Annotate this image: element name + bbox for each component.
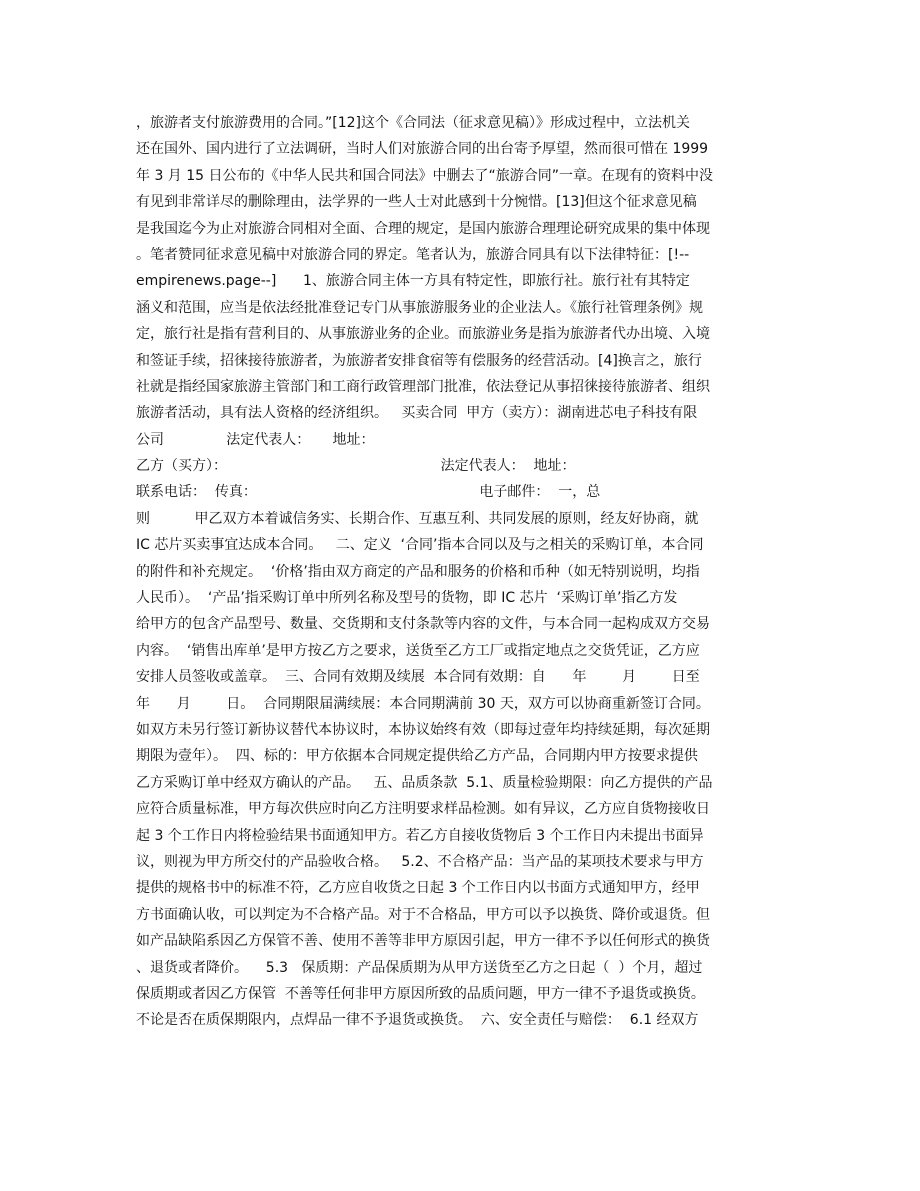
document-body: [136, 110, 786, 1034]
text-line: 人民币）。 ‘产品’指采购订单中所列名称及型号的货物，即 IC 芯片 ‘采购订单’指乙方发: [136, 590, 678, 607]
text-line: 涵义和范围，应当是依法经批准登记专门从事旅游服务业的企业法人。《旅行社管理条例》规: [136, 299, 703, 316]
text-line: 如产品缺陷系因乙方保管不善、使用不善等非甲方原因引起，甲方一律不予以任何形式的换货: [136, 933, 710, 950]
text-line: 是我国迄今为止对旅游合同相对全面、合理的规定，是国内旅游合理理论研究成果的集中体现: [136, 220, 710, 237]
text-line: 有见到非常详尽的删除理由，法学界的一些人士对此感到十分惋惜。[13]但这个征求意见稿: [136, 194, 697, 211]
text-line: 则 甲乙双方本着诚信务实、长期合作、互惠互利、共同发展的原则，经友好协商，就: [136, 510, 699, 527]
text-line: 乙方（买方）： 法定代表人： 地址：: [136, 458, 576, 475]
text-line: 年 3 月 15 日公布的《中华人民共和国合同法》中删去了“旅游合同”一章。在现有的资料中没: [136, 167, 714, 184]
text-line: ，旅游者支付旅游费用的合同。”[12]这个《合同法（征求意见稿）》形成过程中，立法机关: [136, 115, 690, 131]
text-line: 联系电话： 传真： 电子邮件： 一，总: [136, 484, 601, 501]
text-line: 定，旅行社是指有营利目的、从事旅游业务的企业。而旅游业务是指为旅游者代办出境、入境: [136, 326, 710, 343]
text-line: 应符合质量标准，甲方每次供应时向乙方注明要求样品检测。如有异议，乙方应自货物接收日: [136, 801, 710, 818]
text-line: 乙方采购订单中经双方确认的产品。 五、品质条款 5.1、质量检验期限：向乙方提供的产品: [136, 774, 713, 791]
text-line: 安排人员签收或盖章。 三、合同有效期及续展 本合同有效期：自 年 月 日至: [136, 669, 700, 686]
text-line: 公司 法定代表人： 地址：: [136, 431, 375, 448]
text-line: 年 月 日。 合同期限届满续展：本合同期满前 30 天，双方可以协商重新签订合同。: [136, 695, 710, 712]
text-line: 如双方未另行签订新协议替代本协议时，本协议始终有效（即每过壹年均持续延期，每次延期: [136, 721, 710, 738]
text-line: 旅游者活动，具有法人资格的经济组织。 买卖合同 甲方（卖方）：湖南进芯电子科技有限: [136, 405, 698, 422]
text-line: 还在国外、国内进行了立法调研，当时人们对旅游合同的出台寄予厚望，然而很可惜在 1999: [136, 141, 709, 158]
text-line: 提供的规格书中的标准不符，乙方应自收货之日起 3 个工作日内以书面方式通知甲方，经甲: [136, 880, 700, 897]
text-line: 、退货或者降价。 5.3 保质期：产品保质期为从甲方送货至乙方之日起（ ）个月，超过: [136, 959, 703, 976]
text-line: 议，则视为甲方所交付的产品验收合格。 5.2、不合格产品：当产品的某项技术要求与甲方: [136, 853, 704, 870]
text-line: 社就是指经国家旅游主管部门和工商行政管理部门批准，依法登记从事招徕接待旅游者、组织: [136, 378, 710, 395]
text-line: 和签证手续，招徕接待旅游者，为旅游者安排食宿等有偿服务的经营活动。[4]换言之，旅行: [136, 352, 702, 369]
text-line: 方书面确认收，可以判定为不合格产品。对于不合格品，甲方可以予以换货、降价或退货。但: [136, 906, 710, 923]
text-line: 期限为壹年）。 四、标的：甲方依据本合同规定提供给乙方产品，合同期内甲方按要求提供: [136, 748, 698, 765]
text-line: 不论是否在质保期限内，点焊品一律不予退货或换货。 六、安全责任与赔偿： 6.1 经双方: [136, 1012, 699, 1029]
text-line: 内容。 ‘销售出库单’是甲方按乙方之要求，送货至乙方工厂或指定地点之交货凭证，乙方应: [136, 642, 700, 659]
text-line: 。笔者赞同征求意见稿中对旅游合同的界定。笔者认为，旅游合同具有以下法律特征：[!--: [136, 246, 690, 263]
text-line: 起 3 个工作日内将检验结果书面通知甲方。若乙方自接收货物后 3 个工作日内未提出书面异: [136, 827, 704, 844]
text-line: 保质期或者因乙方保管 不善等任何非甲方原因所致的品质问题，甲方一律不予退货或换货。: [136, 985, 705, 1002]
text-line: 给甲方的包含产品型号、数量、交货期和支付条款等内容的文件，与本合同一起构成双方交易: [136, 616, 710, 633]
text-line: 的附件和补充规定。 ‘价格’指由双方商定的产品和服务的价格和币种（如无特别说明，均指: [136, 563, 700, 580]
text-line: empirenews.page--] 1、旅游合同主体一方具有特定性，即旅行社。旅行社有其特定: [136, 273, 690, 290]
text-line: IC 芯片买卖事宜达成本合同。 二、定义 ‘合同’指本合同以及与之相关的采购订单，本合同: [136, 537, 704, 554]
